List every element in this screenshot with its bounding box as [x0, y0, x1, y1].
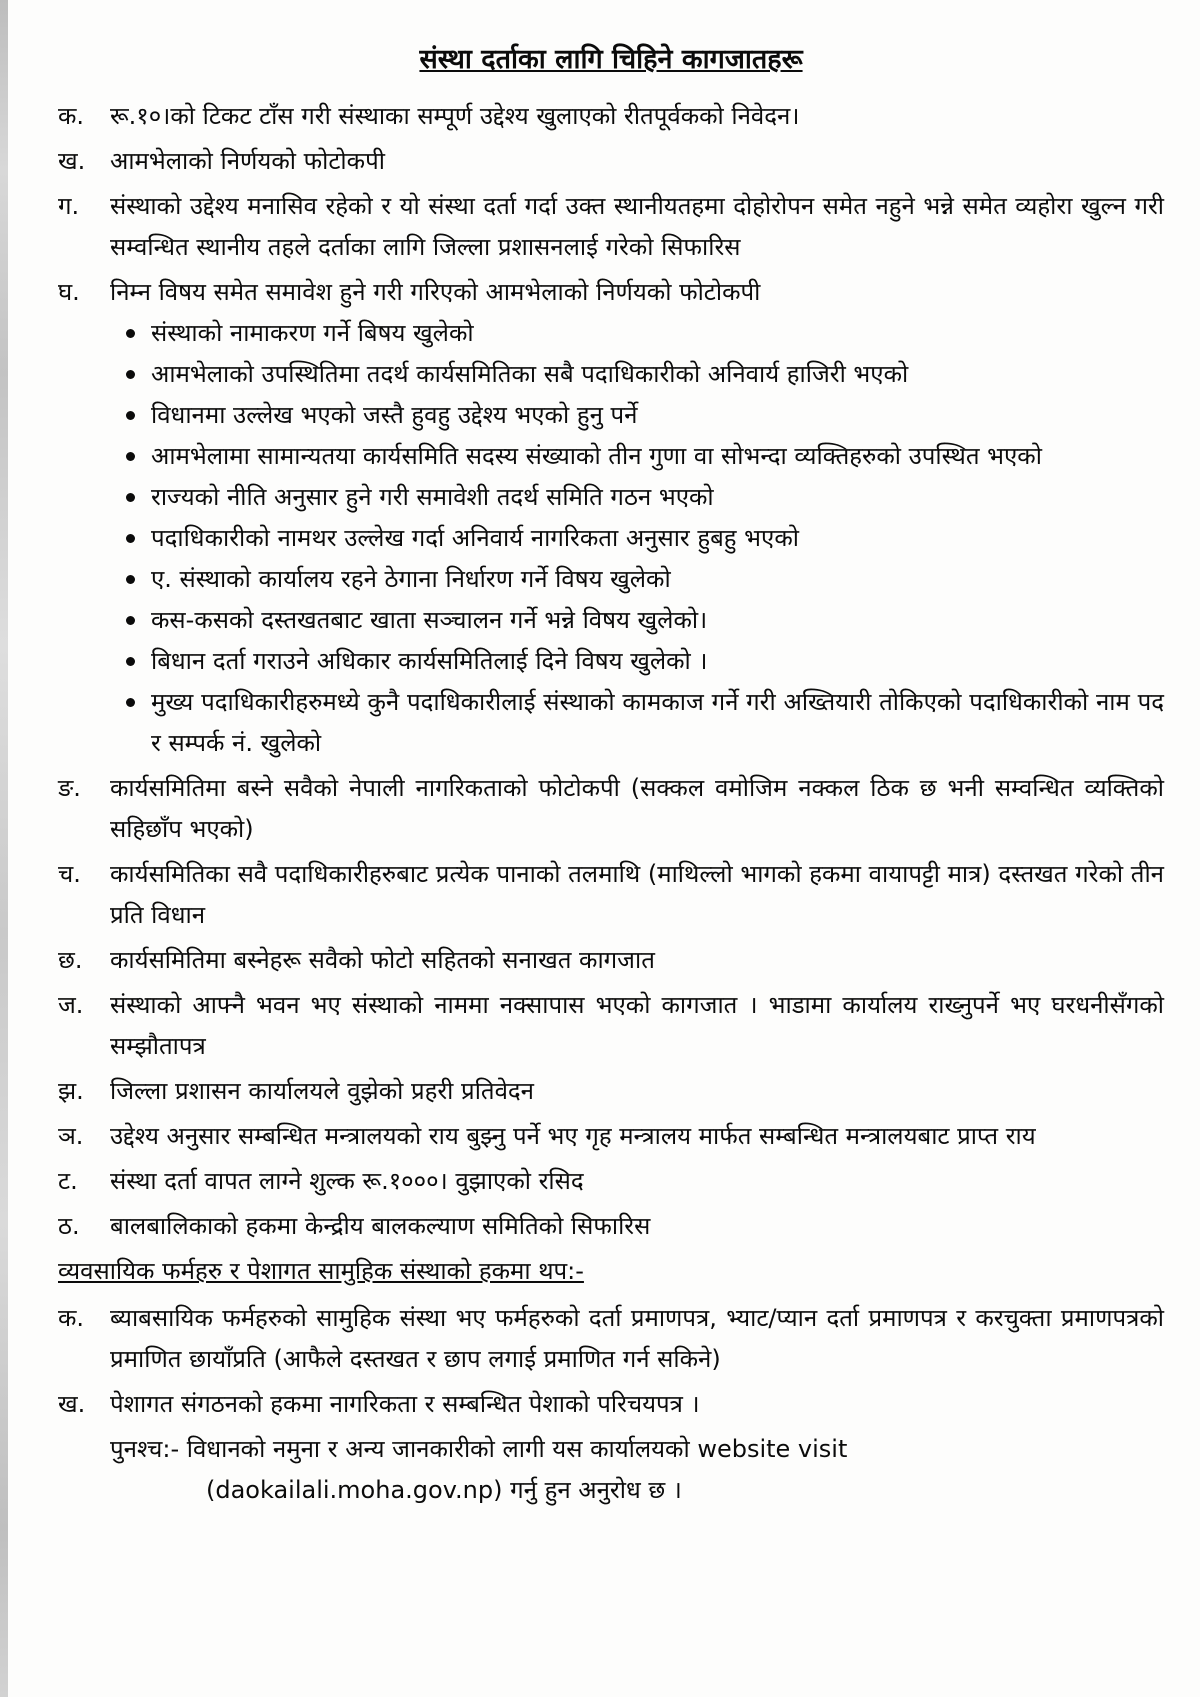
item-label: झ.	[58, 1077, 84, 1105]
list-item	[58, 1071, 1164, 1112]
item-text: पेशागत संगठनको हकमा नागरिकता र सम्बन्धित पेशाको परिचयपत्र ।	[110, 1390, 700, 1418]
bullet-item	[124, 313, 1164, 354]
item-text: कार्यसमितिमा बस्ने सवैको नेपाली नागरिकताको फोटोकपी (सक्कल वमोजिम नक्कल ठिक छ भनी सम्वन्धित व्यक्तिको सहिछाँप भएको)	[110, 774, 1164, 843]
item-text: जिल्ला प्रशासन कार्यालयले वुझेको प्रहरी प्रतिवेदन	[110, 1077, 534, 1105]
bullet-icon	[126, 575, 135, 584]
item-label: ज.	[58, 991, 84, 1019]
item-text: संस्था दर्ता वापत लाग्ने शुल्क रू.१०००। वुझाएको रसिद	[110, 1167, 584, 1195]
list-item	[58, 985, 1164, 1067]
list-item	[58, 96, 1164, 137]
bullet-text: विधानमा उल्लेख भएको जस्तै हुवहु उद्देश्य भएको हुनु पर्ने	[151, 401, 638, 429]
bullet-icon	[126, 616, 135, 625]
list-item	[58, 1298, 1164, 1380]
document-content	[58, 40, 1164, 1511]
bullet-icon	[126, 698, 135, 707]
item-label: ट.	[58, 1167, 78, 1195]
bullet-item	[124, 436, 1164, 477]
bullet-item	[124, 600, 1164, 641]
postscript-lead: पुनश्च:-	[110, 1435, 180, 1463]
item-label: ग.	[58, 192, 80, 220]
bullet-item	[124, 354, 1164, 395]
bullet-icon	[126, 657, 135, 666]
item-text: निम्न विषय समेत समावेश हुने गरी गरिएको आमभेलाको निर्णयको फोटोकपी	[110, 278, 761, 306]
item-text: आमभेलाको निर्णयको फोटोकपी	[110, 147, 385, 175]
item-label: ठ.	[58, 1212, 80, 1240]
bullet-item	[124, 518, 1164, 559]
bullet-item	[124, 682, 1164, 764]
bullet-text: बिधान दर्ता गराउने अधिकार कार्यसमितिलाई दिने विषय खुलेको ।	[151, 647, 708, 675]
list-item	[58, 1161, 1164, 1202]
list-item	[58, 854, 1164, 936]
item-label: क.	[58, 1304, 85, 1332]
page-title: संस्था दर्ताका लागि चिहिने कागजातहरू	[419, 44, 803, 75]
bullet-text: संस्थाको नामाकरण गर्ने बिषय खुलेको	[151, 319, 474, 347]
item-label: क.	[58, 102, 85, 130]
bullet-text: राज्यको नीति अनुसार हुने गरी समावेशी तदर्थ समिति गठन भएको	[151, 483, 714, 511]
item-text: ब्याबसायिक फर्महरुको सामुहिक संस्था भए फर्महरुको दर्ता प्रमाणपत्र, भ्याट/प्यान दर्ता प्रमाणपत्र र करचुक्ता प्रमाणपत्रको प्रमाणित छायाँप्रति (आफैले दस्तखत र छाप लगाई प्रमाणित गर्न सकिने)	[110, 1304, 1164, 1373]
item-label: ङ.	[58, 774, 81, 802]
bullet-icon	[126, 534, 135, 543]
item-text: रू.१०।को टिकट टाँस गरी संस्थाका सम्पूर्ण उद्देश्य खुलाएको रीतपूर्वकको निवेदन।	[110, 102, 800, 130]
list-item	[58, 940, 1164, 981]
item-text: उद्देश्य अनुसार सम्बन्धित मन्त्रालयको राय बुझ्नु पर्ने भए गृह मन्त्रालय मार्फत सम्बन्धित मन्त्रालयबाट प्राप्त राय	[110, 1122, 1036, 1150]
bullet-text: मुख्य पदाधिकारीहरुमध्ये कुनै पदाधिकारीलाई संस्थाको कामकाज गर्ने गरी अख्तियारी तोकिएको पदाधिकारीको नाम पद र सम्पर्क नं. खुलेको	[151, 688, 1164, 757]
bullet-text: ए. संस्थाको कार्यालय रहने ठेगाना निर्धारण गर्ने विषय खुलेको	[151, 565, 671, 593]
bullet-icon	[126, 370, 135, 379]
list-item	[58, 272, 1164, 764]
bullet-icon	[126, 493, 135, 502]
bullet-text: आमभेलामा सामान्यतया कार्यसमिति सदस्य संख्याको तीन गुणा वा सोभन्दा व्यक्तिहरुको उपस्थित भएको	[151, 442, 1042, 470]
bullet-list	[110, 313, 1164, 764]
item-label: ञ.	[58, 1122, 84, 1150]
item-label: च.	[58, 860, 81, 888]
postscript-text: विधानको नमुना र अन्य जानकारीको लागी यस कार्यालयको website visit	[186, 1435, 848, 1463]
item-text: संस्थाको आफ्नै भवन भए संस्थाको नाममा नक्सापास भएको कागजात । भाडामा कार्यालय राख्नुपर्ने भए घरधनीसँगको सम्झौतापत्र	[110, 991, 1164, 1060]
bullet-item	[124, 641, 1164, 682]
item-label: ख.	[58, 147, 86, 175]
bullet-icon	[126, 329, 135, 338]
bullet-text: आमभेलाको उपस्थितिमा तदर्थ कार्यसमितिका सबै पदाधिकारीको अनिवार्य हाजिरी भएको	[151, 360, 909, 388]
bullet-text: कस-कसको दस्तखतबाट खाता सञ्चालन गर्ने भन्ने विषय खुलेको।	[151, 606, 708, 634]
postscript	[58, 1429, 1164, 1511]
bullet-item	[124, 559, 1164, 600]
bullet-icon	[126, 411, 135, 420]
postscript-line2: (daokailali.moha.gov.np) गर्नु हुन अनुरोध छ ।	[206, 1476, 682, 1504]
item-text: कार्यसमितिमा बस्नेहरू सवैको फोटो सहितको सनाखत कागजात	[110, 946, 655, 974]
list-item	[58, 186, 1164, 268]
bullet-item	[124, 395, 1164, 436]
item-label: ख.	[58, 1390, 86, 1418]
item-text: संस्थाको उद्देश्य मनासिव रहेको र यो संस्था दर्ता गर्दा उक्त स्थानीयतहमा दोहोरोपन समेत नहुने भन्ने समेत व्यहोरा खुल्न गरी सम्वन्धित स्थानीय तहले दर्ताका लागि जिल्ला प्रशासनलाई गरेको सिफारिस	[110, 192, 1164, 261]
item-text: कार्यसमितिका सवै पदाधिकारीहरुबाट प्रत्येक पानाको तलमाथि (माथिल्लो भागको हकमा वायापट्टी मात्र) दस्तखत गरेको तीन प्रति विधान	[110, 860, 1164, 929]
section-subheading: व्यवसायिक फर्महरु र पेशागत सामुहिक संस्थाको हकमा थप:-	[58, 1257, 584, 1285]
item-label: घ.	[58, 278, 80, 306]
list-item	[58, 768, 1164, 850]
bullet-icon	[126, 452, 135, 461]
list-item	[58, 1384, 1164, 1425]
bullet-item	[124, 477, 1164, 518]
list-item	[58, 141, 1164, 182]
list-item	[58, 1206, 1164, 1247]
postscript-line1	[110, 1429, 1164, 1470]
list-item	[58, 1116, 1164, 1157]
item-label: छ.	[58, 946, 83, 974]
bullet-text: पदाधिकारीको नामथर उल्लेख गर्दा अनिवार्य नागरिकता अनुसार हुबहु भएको	[151, 524, 799, 552]
scan-edge-artifact	[0, 0, 8, 1697]
item-text: बालबालिकाको हकमा केन्द्रीय बालकल्याण समितिको सिफारिस	[110, 1212, 651, 1240]
item-body	[110, 272, 1164, 764]
